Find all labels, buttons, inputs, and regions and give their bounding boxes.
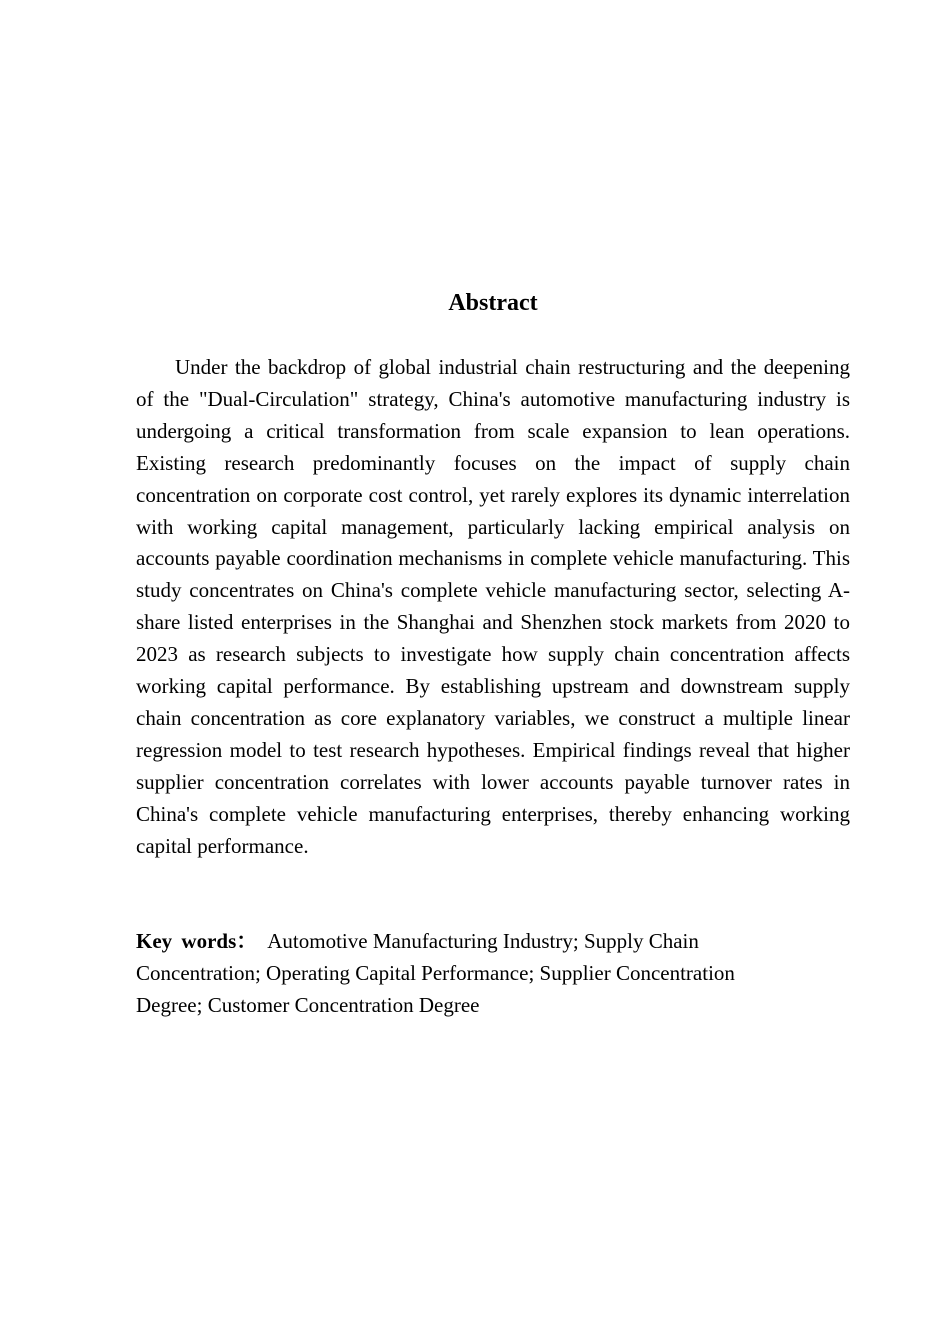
keywords-text: Automotive Manufacturing Industry; Supply Chain Concentration; Operating Capital Performance; Supplier Concentration Degree; Customer Concentration Degree [136,929,735,1017]
abstract-title: Abstract [448,290,538,316]
keywords-label: Key words： [136,929,258,953]
keywords-paragraph [136,926,796,1022]
abstract-body: Under the backdrop of global industrial chain restructuring and the deepening of the "Dual-Circulation" strategy, China's automotive manufacturing industry is undergoing a critical transformation from scale expansion to lean operations. Existing research predominantly focuses on the impact of supply chain concentration on corporate cost control, yet rarely explores its dynamic interrelation with working capital management, particularly lacking empirical analysis on accounts payable coordination mechanisms in complete vehicle manufacturing. This study concentrates on China's complete vehicle manufacturing sector, selecting A-share listed enterprises in the Shanghai and Shenzhen stock markets from 2020 to 2023 as research subjects to investigate how supply chain concentration affects working capital performance. By establishing upstream and downstream supply chain concentration as core explanatory variables, we construct a multiple linear regression model to test research hypotheses. Empirical findings reveal that higher supplier concentration correlates with lower accounts payable turnover rates in China's complete vehicle manufacturing enterprises, thereby enhancing working capital performance. [136,355,850,858]
